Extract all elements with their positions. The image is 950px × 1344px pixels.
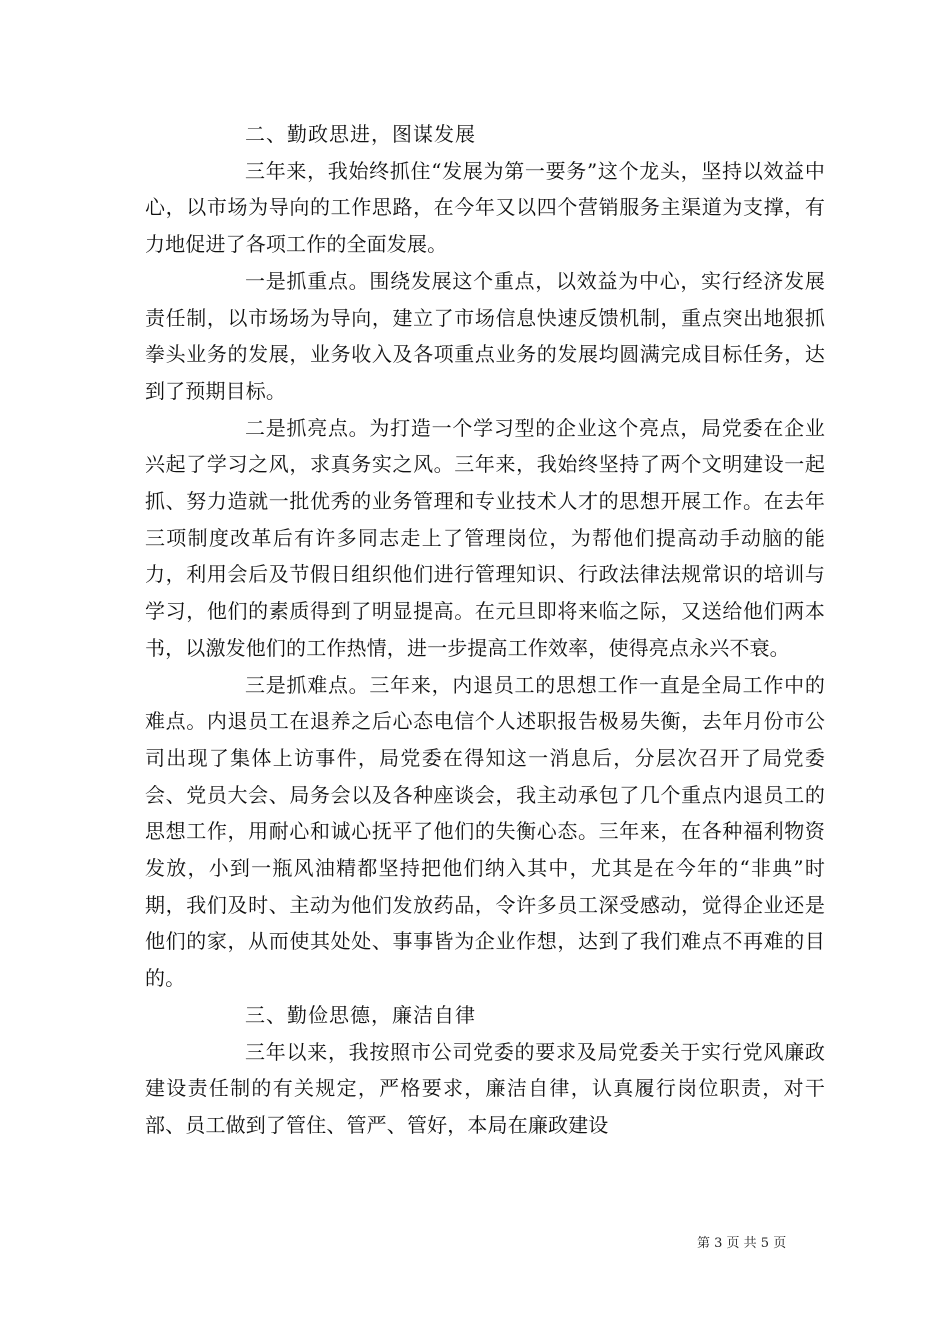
document-body [145,116,825,1144]
paragraph-intro: 三年来，我始终抓住“发展为第一要务”这个龙头，坚持以效益中心，以市场为导向的工作思路，在今年又以四个营销服务主渠道为支撑，有力地促进了各项工作的全面发展。 [145,158,825,257]
page-number-footer: 第 3 页 共 5 页 [697,1236,787,1251]
section-heading-2: 二、勤政思进，图谋发展 [245,122,476,146]
section-heading-3: 三、勤俭思德，廉洁自律 [245,1002,476,1027]
paragraph-highlights: 二是抓亮点。为打造一个学习型的企业这个亮点，局党委在企业兴起了学习之风，求真务实之风。三年来，我始终坚持了两个文明建设一起抓、努力造就一批优秀的业务管理和专业技术人才的思想开展工作。在去年三项制度改革后有许多同志走上了管理岗位，为帮他们提高动手动脑的能力，利用会后及节假日组织他们进行管理知识、行政法律法规常识的培训与学习，他们的素质得到了明显提高。在元旦即将来临之际，又送给他们两本书，以激发他们的工作热情，进一步提高工作效率，使得亮点永兴不衰。 [145,415,825,660]
paragraph-integrity: 三年以来，我按照市公司党委的要求及局党委关于实行党风廉政建设责任制的有关规定，严格要求，廉洁自律，认真履行岗位职责，对干部、员工做到了管住、管严、管好，本局在廉政建设 [145,1039,825,1137]
paragraph-difficulties: 三是抓难点。三年来，内退员工的思想工作一直是全局工作中的难点。内退员工在退养之后心态电信个人述职报告极易失衡，去年月份市公司出现了集体上访事件，局党委在得知这一消息后，分层次召开了局党委会、党员大会、局务会以及各种座谈会，我主动承包了几个重点内退员工的思想工作，用耐心和诚心抚平了他们的失衡心态。三年来，在各种福利物资发放，小到一瓶风油精都坚持把他们纳入其中，尤其是在今年的“非典”时期，我们及时、主动为他们发放药品，令许多员工深受感动，觉得企业还是他们的家，从而使其处处、事事皆为企业作想，达到了我们难点不再难的目的。 [145,672,825,991]
paragraph-key-points: 一是抓重点。围绕发展这个重点，以效益为中心，实行经济发展责任制，以市场场为导向，建立了市场信息快速反馈机制，重点突出地狠抓拳头业务的发展，业务收入及各项重点业务的发展均圆满完成目标任务，达到了预期目标。 [145,268,825,403]
